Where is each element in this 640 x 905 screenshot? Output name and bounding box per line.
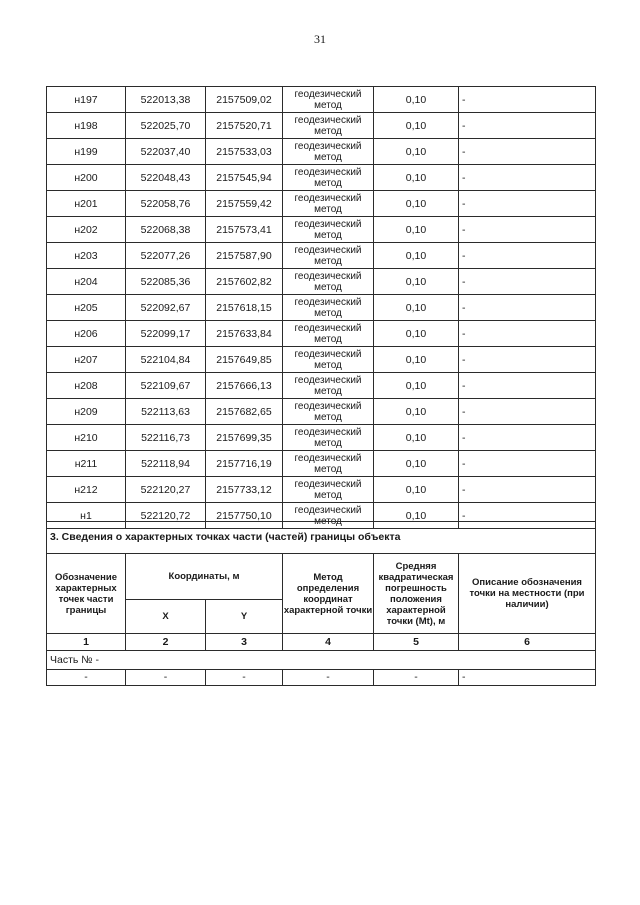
y-cell: 2157699,35 bbox=[206, 425, 283, 451]
coordinates-table bbox=[46, 86, 596, 529]
y-cell: 2157520,71 bbox=[206, 113, 283, 139]
accuracy-cell: 0,10 bbox=[374, 165, 459, 191]
header-x: X bbox=[126, 600, 206, 634]
header-method: Метод определения координат характерной точки bbox=[283, 554, 374, 634]
description-cell: - bbox=[459, 477, 596, 503]
description-cell: - bbox=[459, 87, 596, 113]
description-cell: - bbox=[459, 503, 596, 529]
method-cell: геодезический метод bbox=[283, 425, 374, 451]
table-row bbox=[47, 113, 596, 139]
accuracy-cell: 0,10 bbox=[374, 191, 459, 217]
empty-cell: - bbox=[374, 670, 459, 686]
accuracy-cell: 0,10 bbox=[374, 295, 459, 321]
description-cell: - bbox=[459, 217, 596, 243]
table-row bbox=[47, 217, 596, 243]
empty-cell: - bbox=[283, 670, 374, 686]
y-cell: 2157682,65 bbox=[206, 399, 283, 425]
x-cell: 522037,40 bbox=[126, 139, 206, 165]
x-cell: 522077,26 bbox=[126, 243, 206, 269]
description-cell: - bbox=[459, 425, 596, 451]
table-row bbox=[47, 87, 596, 113]
method-cell: геодезический метод bbox=[283, 477, 374, 503]
header-designation: Обозначение характерных точек части границы bbox=[47, 554, 126, 634]
x-cell: 522058,76 bbox=[126, 191, 206, 217]
accuracy-cell: 0,10 bbox=[374, 425, 459, 451]
coordinates-table-body bbox=[47, 87, 596, 529]
empty-cell: - bbox=[126, 670, 206, 686]
description-cell: - bbox=[459, 113, 596, 139]
y-cell: 2157649,85 bbox=[206, 347, 283, 373]
x-cell: 522109,67 bbox=[126, 373, 206, 399]
accuracy-cell: 0,10 bbox=[374, 347, 459, 373]
method-cell: геодезический метод bbox=[283, 191, 374, 217]
column-number: 6 bbox=[459, 634, 596, 651]
table-row bbox=[47, 243, 596, 269]
description-cell: - bbox=[459, 191, 596, 217]
x-cell: 522085,36 bbox=[126, 269, 206, 295]
x-cell: 522120,72 bbox=[126, 503, 206, 529]
x-cell: 522099,17 bbox=[126, 321, 206, 347]
method-cell: геодезический метод bbox=[283, 321, 374, 347]
x-cell: 522120,27 bbox=[126, 477, 206, 503]
accuracy-cell: 0,10 bbox=[374, 269, 459, 295]
column-number: 3 bbox=[206, 634, 283, 651]
method-cell: геодезический метод bbox=[283, 139, 374, 165]
accuracy-cell: 0,10 bbox=[374, 321, 459, 347]
accuracy-cell: 0,10 bbox=[374, 217, 459, 243]
accuracy-cell: 0,10 bbox=[374, 87, 459, 113]
table-row bbox=[47, 295, 596, 321]
x-cell: 522068,38 bbox=[126, 217, 206, 243]
point-cell: н199 bbox=[47, 139, 126, 165]
point-cell: н210 bbox=[47, 425, 126, 451]
method-cell: геодезический метод bbox=[283, 87, 374, 113]
point-cell: н208 bbox=[47, 373, 126, 399]
point-cell: н209 bbox=[47, 399, 126, 425]
page-number: 31 bbox=[314, 32, 326, 46]
method-cell: геодезический метод bbox=[283, 503, 374, 529]
point-cell: н211 bbox=[47, 451, 126, 477]
y-cell: 2157509,02 bbox=[206, 87, 283, 113]
description-cell: - bbox=[459, 269, 596, 295]
header-description: Описание обозначения точки на местности (при наличии) bbox=[459, 554, 596, 634]
x-cell: 522013,38 bbox=[126, 87, 206, 113]
table-row bbox=[47, 191, 596, 217]
accuracy-cell: 0,10 bbox=[374, 243, 459, 269]
description-cell: - bbox=[459, 165, 596, 191]
accuracy-cell: 0,10 bbox=[374, 373, 459, 399]
point-cell: н200 bbox=[47, 165, 126, 191]
method-cell: геодезический метод bbox=[283, 113, 374, 139]
method-cell: геодезический метод bbox=[283, 399, 374, 425]
description-cell: - bbox=[459, 295, 596, 321]
table-row bbox=[47, 399, 596, 425]
point-cell: н201 bbox=[47, 191, 126, 217]
table-row bbox=[47, 373, 596, 399]
header-y: Y bbox=[206, 600, 283, 634]
point-cell: н202 bbox=[47, 217, 126, 243]
point-cell: н198 bbox=[47, 113, 126, 139]
x-cell: 522104,84 bbox=[126, 347, 206, 373]
method-cell: геодезический метод bbox=[283, 373, 374, 399]
point-cell: н203 bbox=[47, 243, 126, 269]
table-row bbox=[47, 139, 596, 165]
point-cell: н204 bbox=[47, 269, 126, 295]
table-row bbox=[47, 165, 596, 191]
description-cell: - bbox=[459, 139, 596, 165]
accuracy-cell: 0,10 bbox=[374, 451, 459, 477]
point-cell: н212 bbox=[47, 477, 126, 503]
x-cell: 522025,70 bbox=[126, 113, 206, 139]
method-cell: геодезический метод bbox=[283, 451, 374, 477]
point-cell: н197 bbox=[47, 87, 126, 113]
description-cell: - bbox=[459, 399, 596, 425]
y-cell: 2157750,10 bbox=[206, 503, 283, 529]
column-number: 5 bbox=[374, 634, 459, 651]
point-cell: н1 bbox=[47, 503, 126, 529]
part-label: Часть № - bbox=[47, 651, 596, 670]
table-row bbox=[47, 269, 596, 295]
y-cell: 2157666,13 bbox=[206, 373, 283, 399]
method-cell: геодезический метод bbox=[283, 347, 374, 373]
column-number: 1 bbox=[47, 634, 126, 651]
point-cell: н206 bbox=[47, 321, 126, 347]
section-title: 3. Сведения о характерных точках части (частей) границы объекта bbox=[47, 522, 596, 554]
header-accuracy: Средняя квадратическая погрешность положения характерной точки (Mt), м bbox=[374, 554, 459, 634]
accuracy-cell: 0,10 bbox=[374, 477, 459, 503]
point-cell: н205 bbox=[47, 295, 126, 321]
accuracy-cell: 0,10 bbox=[374, 503, 459, 529]
x-cell: 522092,67 bbox=[126, 295, 206, 321]
table-row bbox=[47, 477, 596, 503]
method-cell: геодезический метод bbox=[283, 217, 374, 243]
x-cell: 522113,63 bbox=[126, 399, 206, 425]
y-cell: 2157733,12 bbox=[206, 477, 283, 503]
description-cell: - bbox=[459, 243, 596, 269]
description-cell: - bbox=[459, 321, 596, 347]
y-cell: 2157618,15 bbox=[206, 295, 283, 321]
x-cell: 522048,43 bbox=[126, 165, 206, 191]
accuracy-cell: 0,10 bbox=[374, 113, 459, 139]
accuracy-cell: 0,10 bbox=[374, 139, 459, 165]
description-cell: - bbox=[459, 347, 596, 373]
point-cell: н207 bbox=[47, 347, 126, 373]
y-cell: 2157633,84 bbox=[206, 321, 283, 347]
y-cell: 2157533,03 bbox=[206, 139, 283, 165]
y-cell: 2157602,82 bbox=[206, 269, 283, 295]
description-cell: - bbox=[459, 373, 596, 399]
table-row bbox=[47, 425, 596, 451]
x-cell: 522118,94 bbox=[126, 451, 206, 477]
y-cell: 2157573,41 bbox=[206, 217, 283, 243]
method-cell: геодезический метод bbox=[283, 243, 374, 269]
table-row bbox=[47, 347, 596, 373]
method-cell: геодезический метод bbox=[283, 269, 374, 295]
y-cell: 2157559,42 bbox=[206, 191, 283, 217]
y-cell: 2157587,90 bbox=[206, 243, 283, 269]
parts-table bbox=[46, 521, 596, 686]
empty-cell: - bbox=[459, 670, 596, 686]
column-number: 2 bbox=[126, 634, 206, 651]
table-row bbox=[47, 321, 596, 347]
description-cell: - bbox=[459, 451, 596, 477]
y-cell: 2157716,19 bbox=[206, 451, 283, 477]
method-cell: геодезический метод bbox=[283, 165, 374, 191]
y-cell: 2157545,94 bbox=[206, 165, 283, 191]
accuracy-cell: 0,10 bbox=[374, 399, 459, 425]
x-cell: 522116,73 bbox=[126, 425, 206, 451]
table-row bbox=[47, 451, 596, 477]
method-cell: геодезический метод bbox=[283, 295, 374, 321]
header-coordinates: Координаты, м bbox=[126, 554, 283, 600]
empty-cell: - bbox=[206, 670, 283, 686]
empty-cell: - bbox=[47, 670, 126, 686]
column-number: 4 bbox=[283, 634, 374, 651]
